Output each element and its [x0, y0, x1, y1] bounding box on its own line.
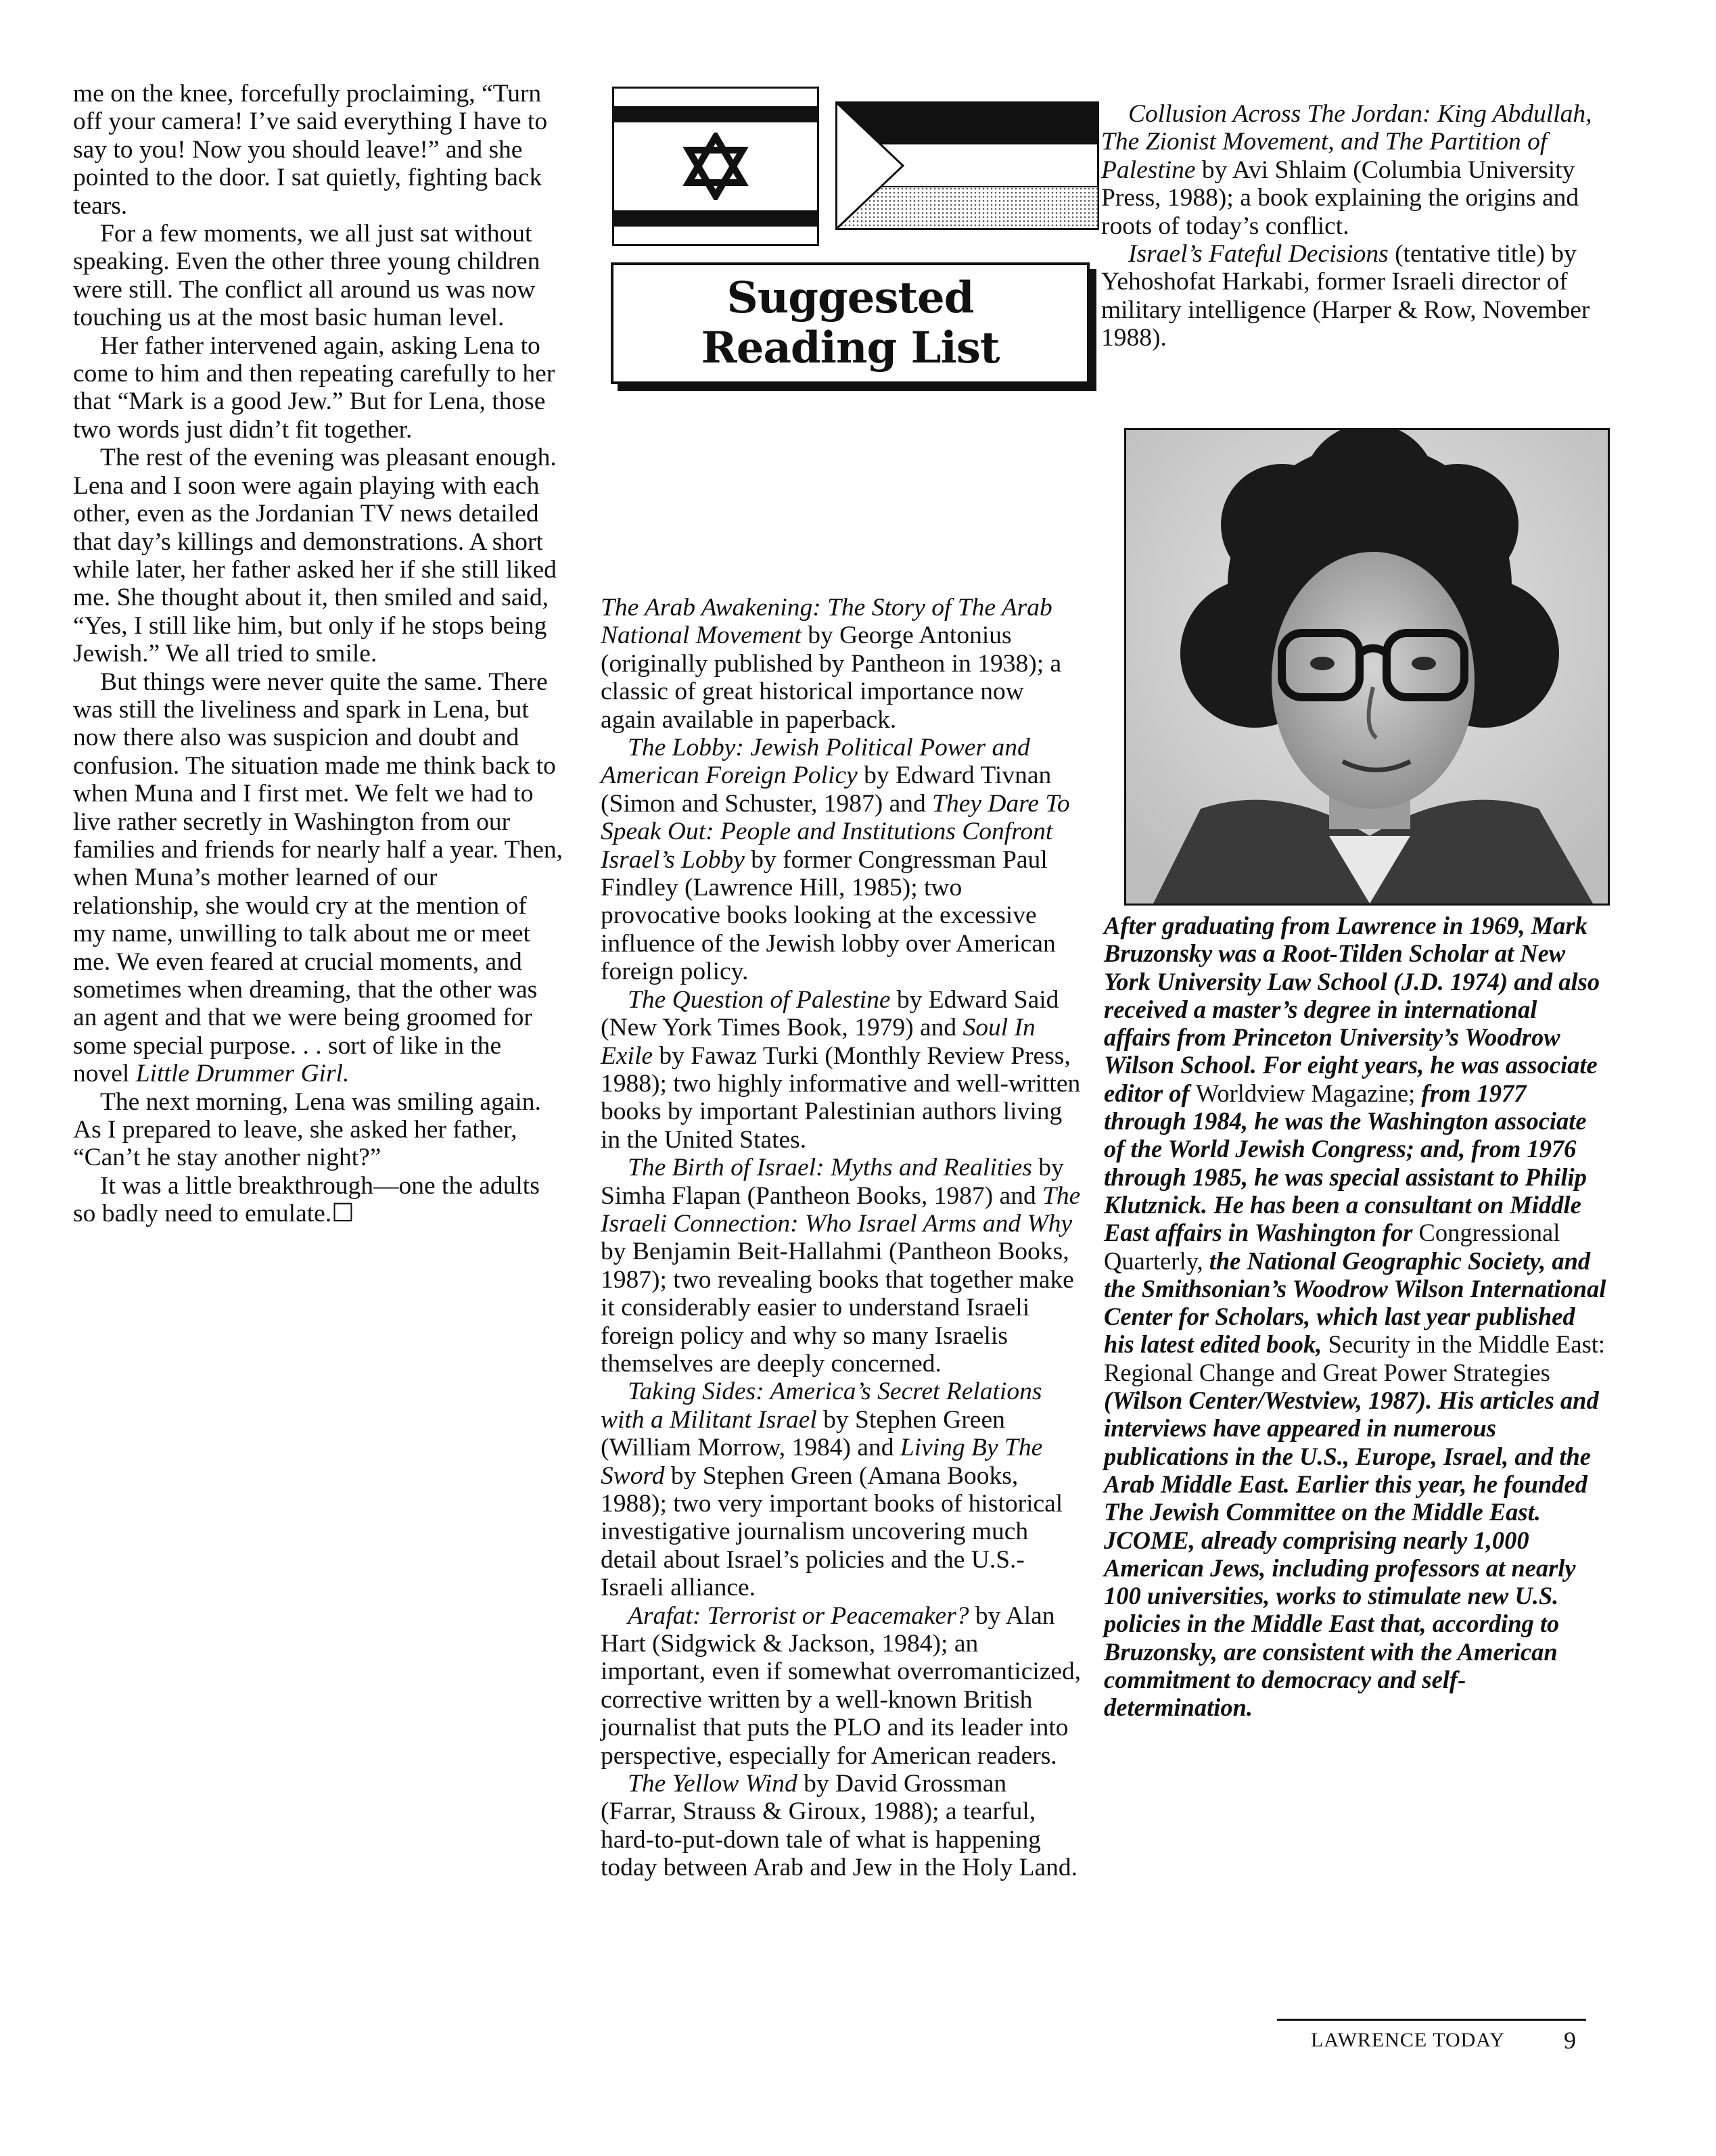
text-run: It was a little breakthrough—one the adults so badly need to emulate.☐ [73, 1171, 540, 1228]
book-title: Collusion Across The Jordan: King Abdullah, The Zionist Movement, and The Partition of Palestine [1101, 100, 1592, 184]
caption-roman-text: Worldview Magazine; [1195, 1079, 1416, 1107]
text-run: by Edward Said (New York Times Book, 1979) and [601, 985, 1059, 1042]
flag-stripe-bottom [614, 210, 817, 227]
caption-text: the National Geographic Society, and the Smithsonian’s Woodrow Wilson International Center for Scholars, which last year published his latest edited book, [1104, 1246, 1606, 1359]
paragraph [1101, 240, 1608, 352]
paragraph [73, 80, 563, 220]
caption-roman-text: Congressional Quarterly, [1104, 1219, 1560, 1275]
text-run: But things were never quite the same. There was still the liveliness and spark in Lena, but now there also was suspicion and doubt and confusion. The situation made me think back to when Muna and I first met. We felt we had to live rather secretly in Washington from our families and friends for nearly half a year. Then, when Muna’s mother learned of our relationship, she would cry at the mention of my name, unwilling to talk about me or meet me. We even feared at crucial moments, and sometimes when dreaming, that the other was an agent and that we were being groomed for some special purpose. . . sort of like in the novel [73, 667, 563, 1088]
paragraph [601, 986, 1082, 1154]
paragraph [73, 444, 563, 667]
book-title: Little Drummer Girl. [135, 1060, 350, 1088]
paragraph [73, 668, 563, 1088]
flag-stripe-top [614, 106, 817, 122]
book-title: Soul In Exile [601, 1014, 1036, 1070]
text-run: by Alan Hart (Sidgwick & Jackson, 1984); an important, even if somewhat overromanticized, corrective written by a well-known British journalist that puts the PLO and its leader into perspective, especially for American readers. [601, 1601, 1082, 1770]
israeli-flag-icon [612, 87, 819, 246]
caption-text: After graduating from Lawrence in 1969, Mark Bruzonsky was a Root-Tilden Scholar at New York University Law School (J.D. 1974) and also received a master’s degree in international affairs from Princeton University’s Woodrow Wilson School. For eight years, he was associate editor of [1104, 912, 1600, 1107]
page-number: 9 [1564, 2027, 1576, 2054]
paragraph [601, 1154, 1082, 1378]
footer-publication: LAWRENCE TODAY [1311, 2029, 1505, 2051]
text-run: by Simha Flapan (Pantheon Books, 1987) and [601, 1154, 1064, 1210]
text-run: me on the knee, forcefully proclaiming, “Turn off your camera! I’ve said everything I have to say to you! Now you should leave!” and she pointed to the door. I sat quietly, fighting back tears. [73, 80, 548, 220]
text-run: The next morning, Lena was smiling again. As I prepared to leave, she asked her father, “Can’t he stay another night?” [73, 1087, 541, 1172]
book-title: Arafat: Terrorist or Peacemaker? [628, 1601, 969, 1630]
star-of-david-icon [682, 133, 749, 200]
caption-text: from 1977 through 1984, he was the Washington associate of the World Jewish Congress; and, from 1976 through 1985, he was special assistant to Philip Klutznick. He has been a consultant on Middle East affairs in Washington for [1104, 1079, 1587, 1247]
photo-caption [1104, 912, 1608, 1722]
text-run: (tentative title) by Yehoshofat Harkabi, former Israeli director of military intelligence (Harper & Row, November 1988). [1101, 240, 1590, 352]
paragraph [73, 220, 563, 332]
reading-list-continued [1101, 100, 1608, 352]
palestinian-flag-icon [835, 101, 1099, 230]
book-title: Israel’s Fateful Decisions [1128, 240, 1389, 268]
book-title: The Question of Palestine [628, 985, 891, 1014]
text-run: by Avi Shlaim (Columbia University Press, 1988); a book explaining the origins and roots of today’s conflict. [1101, 156, 1579, 240]
text-run: by Stephen Green (William Morrow, 1984) and [601, 1405, 1005, 1462]
text-run: For a few moments, we all just sat without speaking. Even the other three young children were still. The conflict all around us was now touching us at the most basic human level. [73, 220, 540, 332]
heading-line-2: Reading List [701, 323, 1000, 373]
book-title: The Birth of Israel: Myths and Realities [628, 1154, 1032, 1182]
heading-line-1: Suggested [726, 273, 974, 323]
book-title: They Dare To Speak Out: People and Institutions Confront Israel’s Lobby [601, 789, 1070, 874]
caption-roman-text: Security in the Middle East: Regional Change and Great Power Strategies [1104, 1330, 1606, 1386]
reading-list-column [601, 594, 1082, 1882]
paragraph [73, 1088, 563, 1172]
paragraph [601, 1770, 1082, 1882]
text-run: by Benjamin Beit-Hallahmi (Pantheon Books, 1987); two revealing books that together make it considerably easier to understand Israeli foreign policy and why so many Israelis themselves are deeply concerned. [601, 1238, 1074, 1378]
text-run: Her father intervened again, asking Lena to come to him and then repeating carefully to her that “Mark is a good Jew.” But for Lena, those two words just didn’t fit together. [73, 331, 555, 444]
text-run: by former Congressman Paul Findley (Lawrence Hill, 1985); two provocative books looking at the excessive influence of the Jewish lobby over American foreign policy. [601, 845, 1056, 986]
paragraph [601, 1378, 1082, 1601]
portrait-photo [1126, 430, 1608, 904]
paragraph [601, 1602, 1082, 1770]
text-run: by George Antonius (originally published by Pantheon in 1938); a classic of great historical importance now again available in paperback. [601, 622, 1062, 734]
paragraph [73, 332, 563, 444]
paragraph [1101, 100, 1608, 240]
author-photo [1124, 428, 1610, 906]
book-title: The Arab Awakening: The Story of The Arab National Movement [601, 594, 1052, 650]
book-title: Taking Sides: America’s Secret Relations with a Militant Israel [601, 1378, 1042, 1434]
paragraph [601, 594, 1082, 734]
paragraph [601, 734, 1082, 986]
text-run: The rest of the evening was pleasant enough. Lena and I soon were again playing with each other, even as the Jordanian TV news detailed that day’s killings and demonstrations. A short while later, her father asked her if she still liked me. She thought about it, then smiled and said, “Yes, I still like him, but only if he stops being Jewish.” We all tried to smile. [73, 444, 557, 668]
footer-rule [1277, 2019, 1586, 2021]
text-run: by Edward Tivnan (Simon and Schuster, 1987) and [601, 761, 1052, 818]
book-title: The Lobby: Jewish Political Power and American Foreign Policy [601, 734, 1030, 790]
text-run: by David Grossman (Farrar, Strauss & Giroux, 1988); a tearful, hard-to-put-down tale of what is happening today between Arab and Jew in the Holy Land. [601, 1770, 1078, 1882]
book-title: Living By The Sword [601, 1434, 1043, 1490]
text-run: by Stephen Green (Amana Books, 1988); two very important books of historical investigative journalism uncovering much detail about Israel’s policies and the U.S.-Israeli alliance. [601, 1461, 1063, 1602]
reading-list-heading [611, 262, 1090, 384]
text-run: by Fawaz Turki (Monthly Review Press, 1988); two highly informative and well-written books by important Palestinian authors living in the United States. [601, 1041, 1081, 1154]
book-title: The Israeli Connection: Who Israel Arms and Why [601, 1181, 1081, 1238]
article-column [73, 80, 563, 1228]
paragraph [73, 1172, 563, 1228]
caption-text: (Wilson Center/Westview, 1987). His articles and interviews have appeared in numerous publications in the U.S., Europe, Israel, and the Arab Middle East. Earlier this year, he founded The Jewish Committee on the Middle East. JCOME, already comprising nearly 1,000 American Jews, including professors at nearly 100 universities, works to stimulate new U.S. policies in the Middle East that, according to Bruzonsky, are consistent with the American commitment to democracy and self-determination. [1104, 1386, 1599, 1722]
book-title: The Yellow Wind [628, 1770, 797, 1798]
